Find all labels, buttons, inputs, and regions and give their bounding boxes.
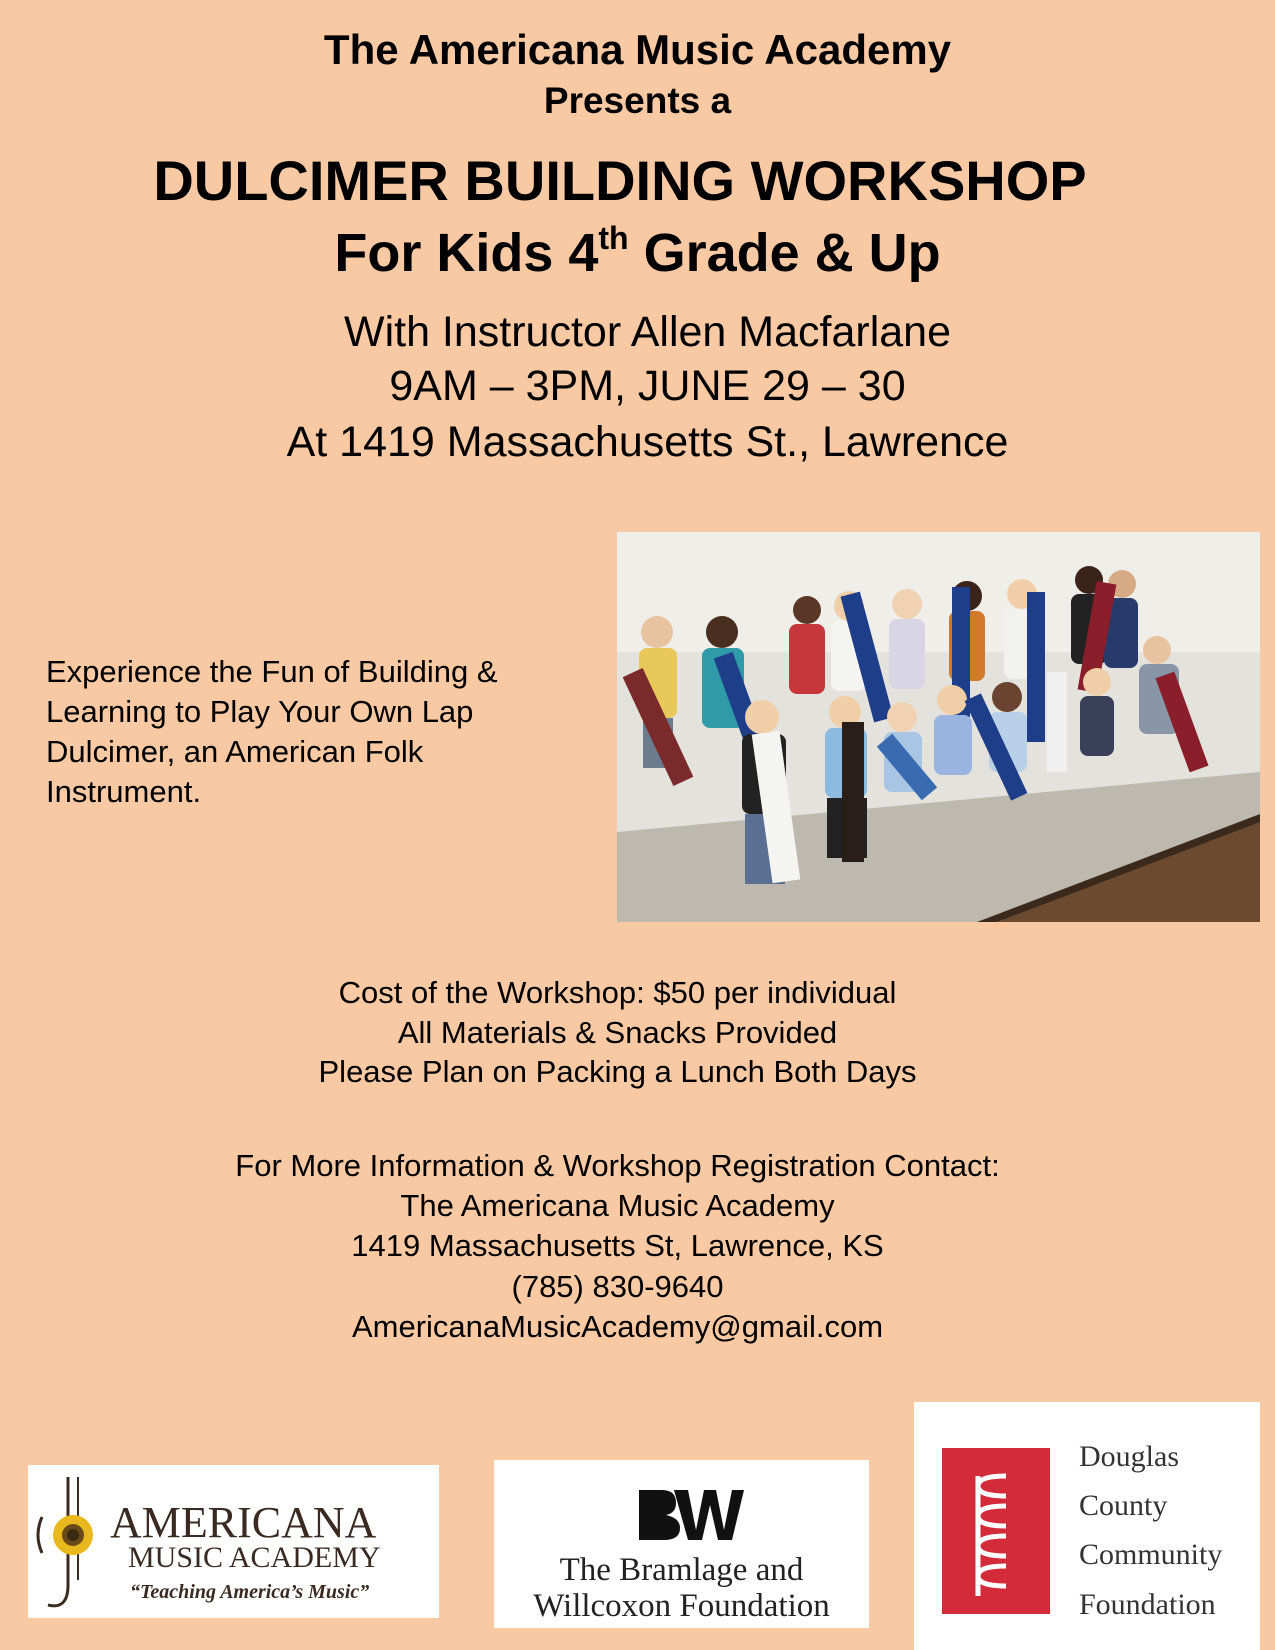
workshop-blurb: Experience the Fun of Building & Learning to Play Your Own Lap Dulcimer, an American Folk Instrument. bbox=[46, 654, 498, 809]
materials-line: All Materials & Snacks Provided bbox=[397, 1015, 838, 1050]
americana-logo-line2: MUSIC ACADEMY bbox=[128, 1541, 381, 1574]
subtitle-ordinal: th bbox=[598, 220, 629, 256]
workshop-photo bbox=[617, 532, 1260, 922]
bw-name-line1: The Bramlage and bbox=[559, 1552, 804, 1588]
contact-heading: For More Information & Workshop Registration Contact: bbox=[235, 1148, 1000, 1183]
location-line: At 1419 Massachusetts St., Lawrence bbox=[286, 418, 1009, 466]
dccf-word-douglas: Douglas bbox=[1079, 1440, 1179, 1473]
douglas-county-foundation-logo bbox=[914, 1402, 1260, 1650]
page-subtitle bbox=[0, 220, 1275, 284]
bw-name-line2: Willcoxon Foundation bbox=[533, 1588, 830, 1624]
bramlage-willcoxon-logo bbox=[494, 1460, 869, 1628]
instructor-line: With Instructor Allen Macfarlane bbox=[343, 308, 952, 356]
time-line: 9AM – 3PM, JUNE 29 – 30 bbox=[389, 362, 906, 410]
kids-with-dulcimers-illustration bbox=[617, 532, 1260, 922]
cost-line: Cost of the Workshop: $50 per individual bbox=[338, 975, 897, 1010]
header-academy-name: The Americana Music Academy bbox=[323, 26, 952, 73]
americana-logo-tagline: “Teaching America’s Music” bbox=[130, 1581, 370, 1603]
americana-logo-line1: AMERICANA bbox=[110, 1498, 377, 1547]
subtitle-suffix: Grade & Up bbox=[628, 223, 941, 283]
contact-email: AmericanaMusicAcademy@gmail.com bbox=[351, 1309, 884, 1344]
bw-mark-icon bbox=[494, 1460, 869, 1550]
sunflower-guitar-icon bbox=[28, 1465, 118, 1618]
subtitle-prefix: For Kids 4 bbox=[334, 223, 599, 283]
lunch-line: Please Plan on Packing a Lunch Both Days bbox=[318, 1054, 917, 1089]
contact-name: The Americana Music Academy bbox=[400, 1188, 835, 1223]
dccf-word-community: Community bbox=[1079, 1538, 1223, 1571]
dccf-word-county: County bbox=[1079, 1489, 1168, 1522]
dccf-word-foundation: Foundation bbox=[1079, 1588, 1216, 1621]
contact-address: 1419 Massachusetts St, Lawrence, KS bbox=[351, 1228, 884, 1263]
contact-phone: (785) 830-9640 bbox=[511, 1269, 724, 1304]
americana-logo bbox=[28, 1465, 439, 1618]
dccf-mark-icon bbox=[914, 1402, 1064, 1650]
page-title: DULCIMER BUILDING WORKSHOP bbox=[153, 149, 1087, 212]
header-presents: Presents a bbox=[543, 80, 732, 121]
bw-foundation-name bbox=[494, 1552, 869, 1624]
